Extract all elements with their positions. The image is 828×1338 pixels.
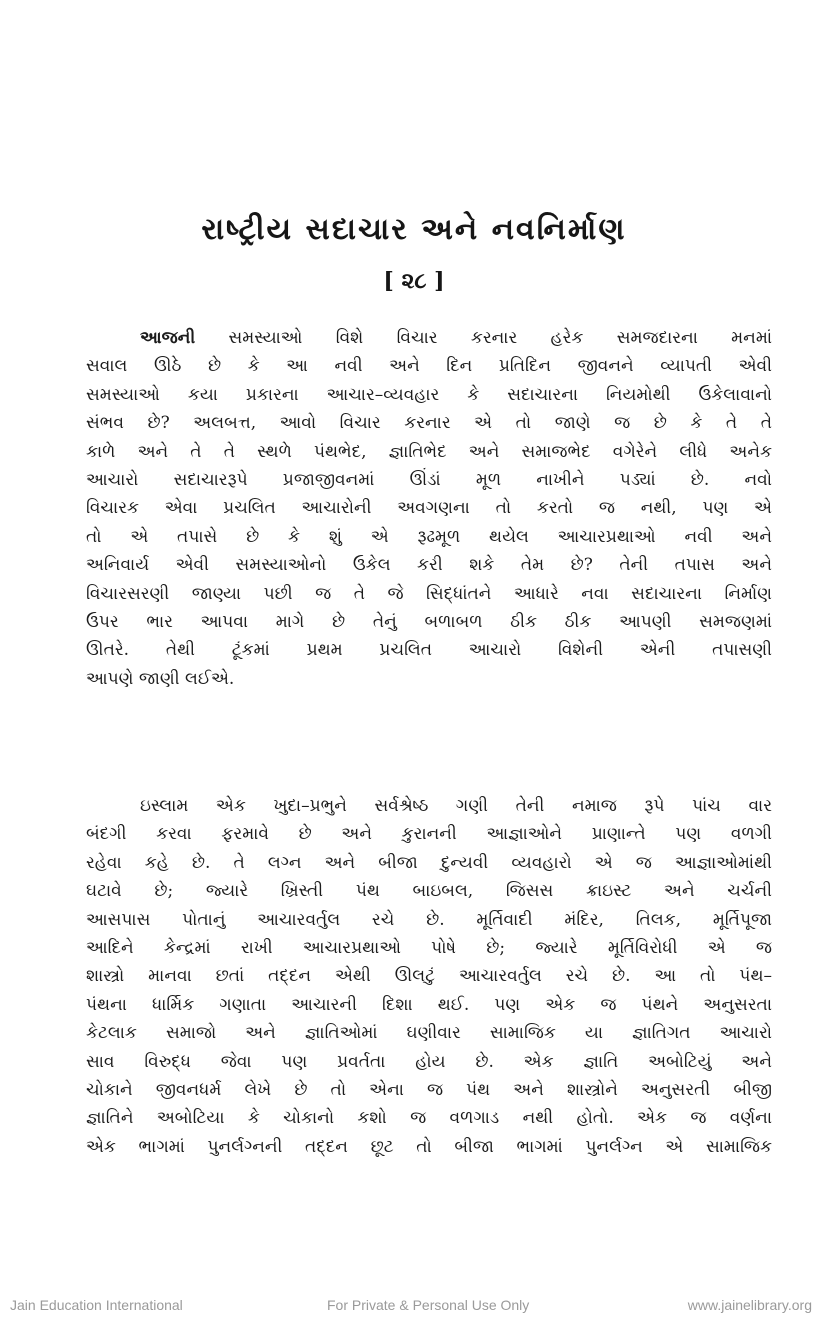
text-line: સવાલ ઊઠે છે કે આ નવી અને દિન પ્રતિદિન જીવનને વ્યાપતી એવી	[86, 356, 772, 377]
text-line: અનિવાર્ય એવી સમસ્યાઓનો ઉકેલ કરી શકે તેમ છે? તેની તપાસ અને	[86, 555, 772, 576]
text-line: કાળે અને તે તે સ્થળે પંથભેદ, જ્ઞાતિભેદ અને સમાજભેદ વગેરેને લીધે અનેક	[86, 441, 772, 462]
paragraph-1	[86, 324, 772, 693]
text-line: ઉપર ભાર આપવા માગે છે તેનું બળાબળ ઠીક ઠીક આપણી સમજણમાં	[86, 612, 772, 633]
text-line: સમસ્યાઓ કયા પ્રકારના આચાર–વ્યવહાર કે સદાચારના નિયમોથી ઉકેલાવાનો	[86, 384, 772, 405]
text-line: આચારો સદાચારરૂપે પ્રજાજીવનમાં ઊંડાં મૂળ નાખીને પડ્યાં છે. નવો	[86, 470, 772, 491]
text-line: ઘટાવે છે; જ્યારે ખ્રિસ્તી પંથ બાઇબલ, જિસસ ક્રાઇસ્ટ અને ચર્ચની	[86, 881, 772, 902]
footer-website-link[interactable]: www.jainelibrary.org	[687, 1297, 812, 1313]
text-line: કેટલાક સમાજો અને જ્ઞાતિઓમાં ઘણીવાર સામાજિક યા જ્ઞાતિગત આચારો	[86, 1023, 772, 1044]
lead-word: આજની	[140, 328, 196, 348]
text-line: જ્ઞાતિને અબોટિયા કે ચોકાનો કશો જ વળગાડ નથી હોતો. એક જ વર્ણના	[86, 1108, 772, 1129]
text-line: તો એ તપાસે છે કે શું એ રૂઢમૂળ થયેલ આચારપ્રથાઓ નવી અને	[86, 526, 772, 547]
text-line: ઊતરે. તેથી ટૂંકમાં પ્રથમ પ્રચલિત આચારો વિશેની એની તપાસણી	[86, 640, 772, 661]
text-line: આદિને કેન્દ્રમાં રાખી આચારપ્રથાઓ પોષે છે; જ્યારે મૂર્તિવિરોધી એ જ	[86, 938, 772, 959]
text-line: વિચારક એવા પ્રચલિત આચારોની અવગણના તો કરતો જ નથી, પણ એ	[86, 498, 772, 519]
page-footer	[0, 1297, 828, 1317]
text-line: બંદગી કરવા ફરમાવે છે અને કુરાનની આજ્ઞાઓને પ્રાણાન્તે પણ વળગી	[86, 824, 772, 845]
text-line: શાસ્ત્રો માનવા છતાં તદ્દન એથી ઊલટું આચારવર્તુલ રચે છે. આ તો પંથ–	[86, 966, 772, 987]
text-line: આસપાસ પોતાનું આચારવર્તુલ રચે છે. મૂર્તિવાદી મંદિર, તિલક, મૂર્તિપૂજા	[86, 909, 772, 930]
paragraph-2	[86, 792, 772, 1161]
text-line: પંથના ધાર્મિક ગણાતા આચારની દિશા થઈ. પણ એક જ પંથને અનુસરતા	[86, 994, 772, 1015]
footer-publisher: Jain Education International	[10, 1297, 183, 1313]
chapter-title: રાષ્ટ્રીય સદાચાર અને નવનિર્માણ	[201, 212, 627, 247]
footer-usage-note: For Private & Personal Use Only	[327, 1297, 530, 1313]
text-line: આજની સમસ્યાઓ વિશે વિચાર કરનાર હરેક સમજદારના મનમાં	[140, 328, 772, 348]
text-line: આપણે જાણી લઈએ.	[86, 668, 235, 689]
text-line: એક ભાગમાં પુનર્લગ્નની તદ્દન છૂટ તો બીજા ભાગમાં પુનર્લગ્ન એ સામાજિક	[86, 1136, 772, 1157]
text-line: ચોકાને જીવનધર્મ લેખે છે તો એના જ પંથ અને શાસ્ત્રોને અનુસરતી બીજી	[86, 1080, 772, 1101]
text-line: વિચારસરણી જાણ્યા પછી જ તે જે સિદ્ધાંતને આધારે નવા સદાચારના નિર્માણ	[86, 583, 772, 604]
text-line: ઇસ્લામ એક ખુદા–પ્રભુને સર્વશ્રેષ્ઠ ગણી તેની નમાજ રૂપે પાંચ વાર	[140, 796, 772, 816]
text-line: રહેવા કહે છે. તે લગ્ન અને બીજા દુન્યવી વ્યવહારો એ જ આજ્ઞાઓમાંથી	[86, 852, 772, 873]
text-line: સંભવ છે? અલબત્ત, આવો વિચાર કરનાર એ તો જાણે જ છે કે તે તે	[86, 413, 772, 434]
chapter-number: [ ૨૮ ]	[383, 268, 445, 294]
text-line: સાવ વિરુદ્ધ જેવા પણ પ્રવર્તતા હોય છે. એક જ્ઞાતિ અબોટિયું અને	[86, 1051, 772, 1072]
